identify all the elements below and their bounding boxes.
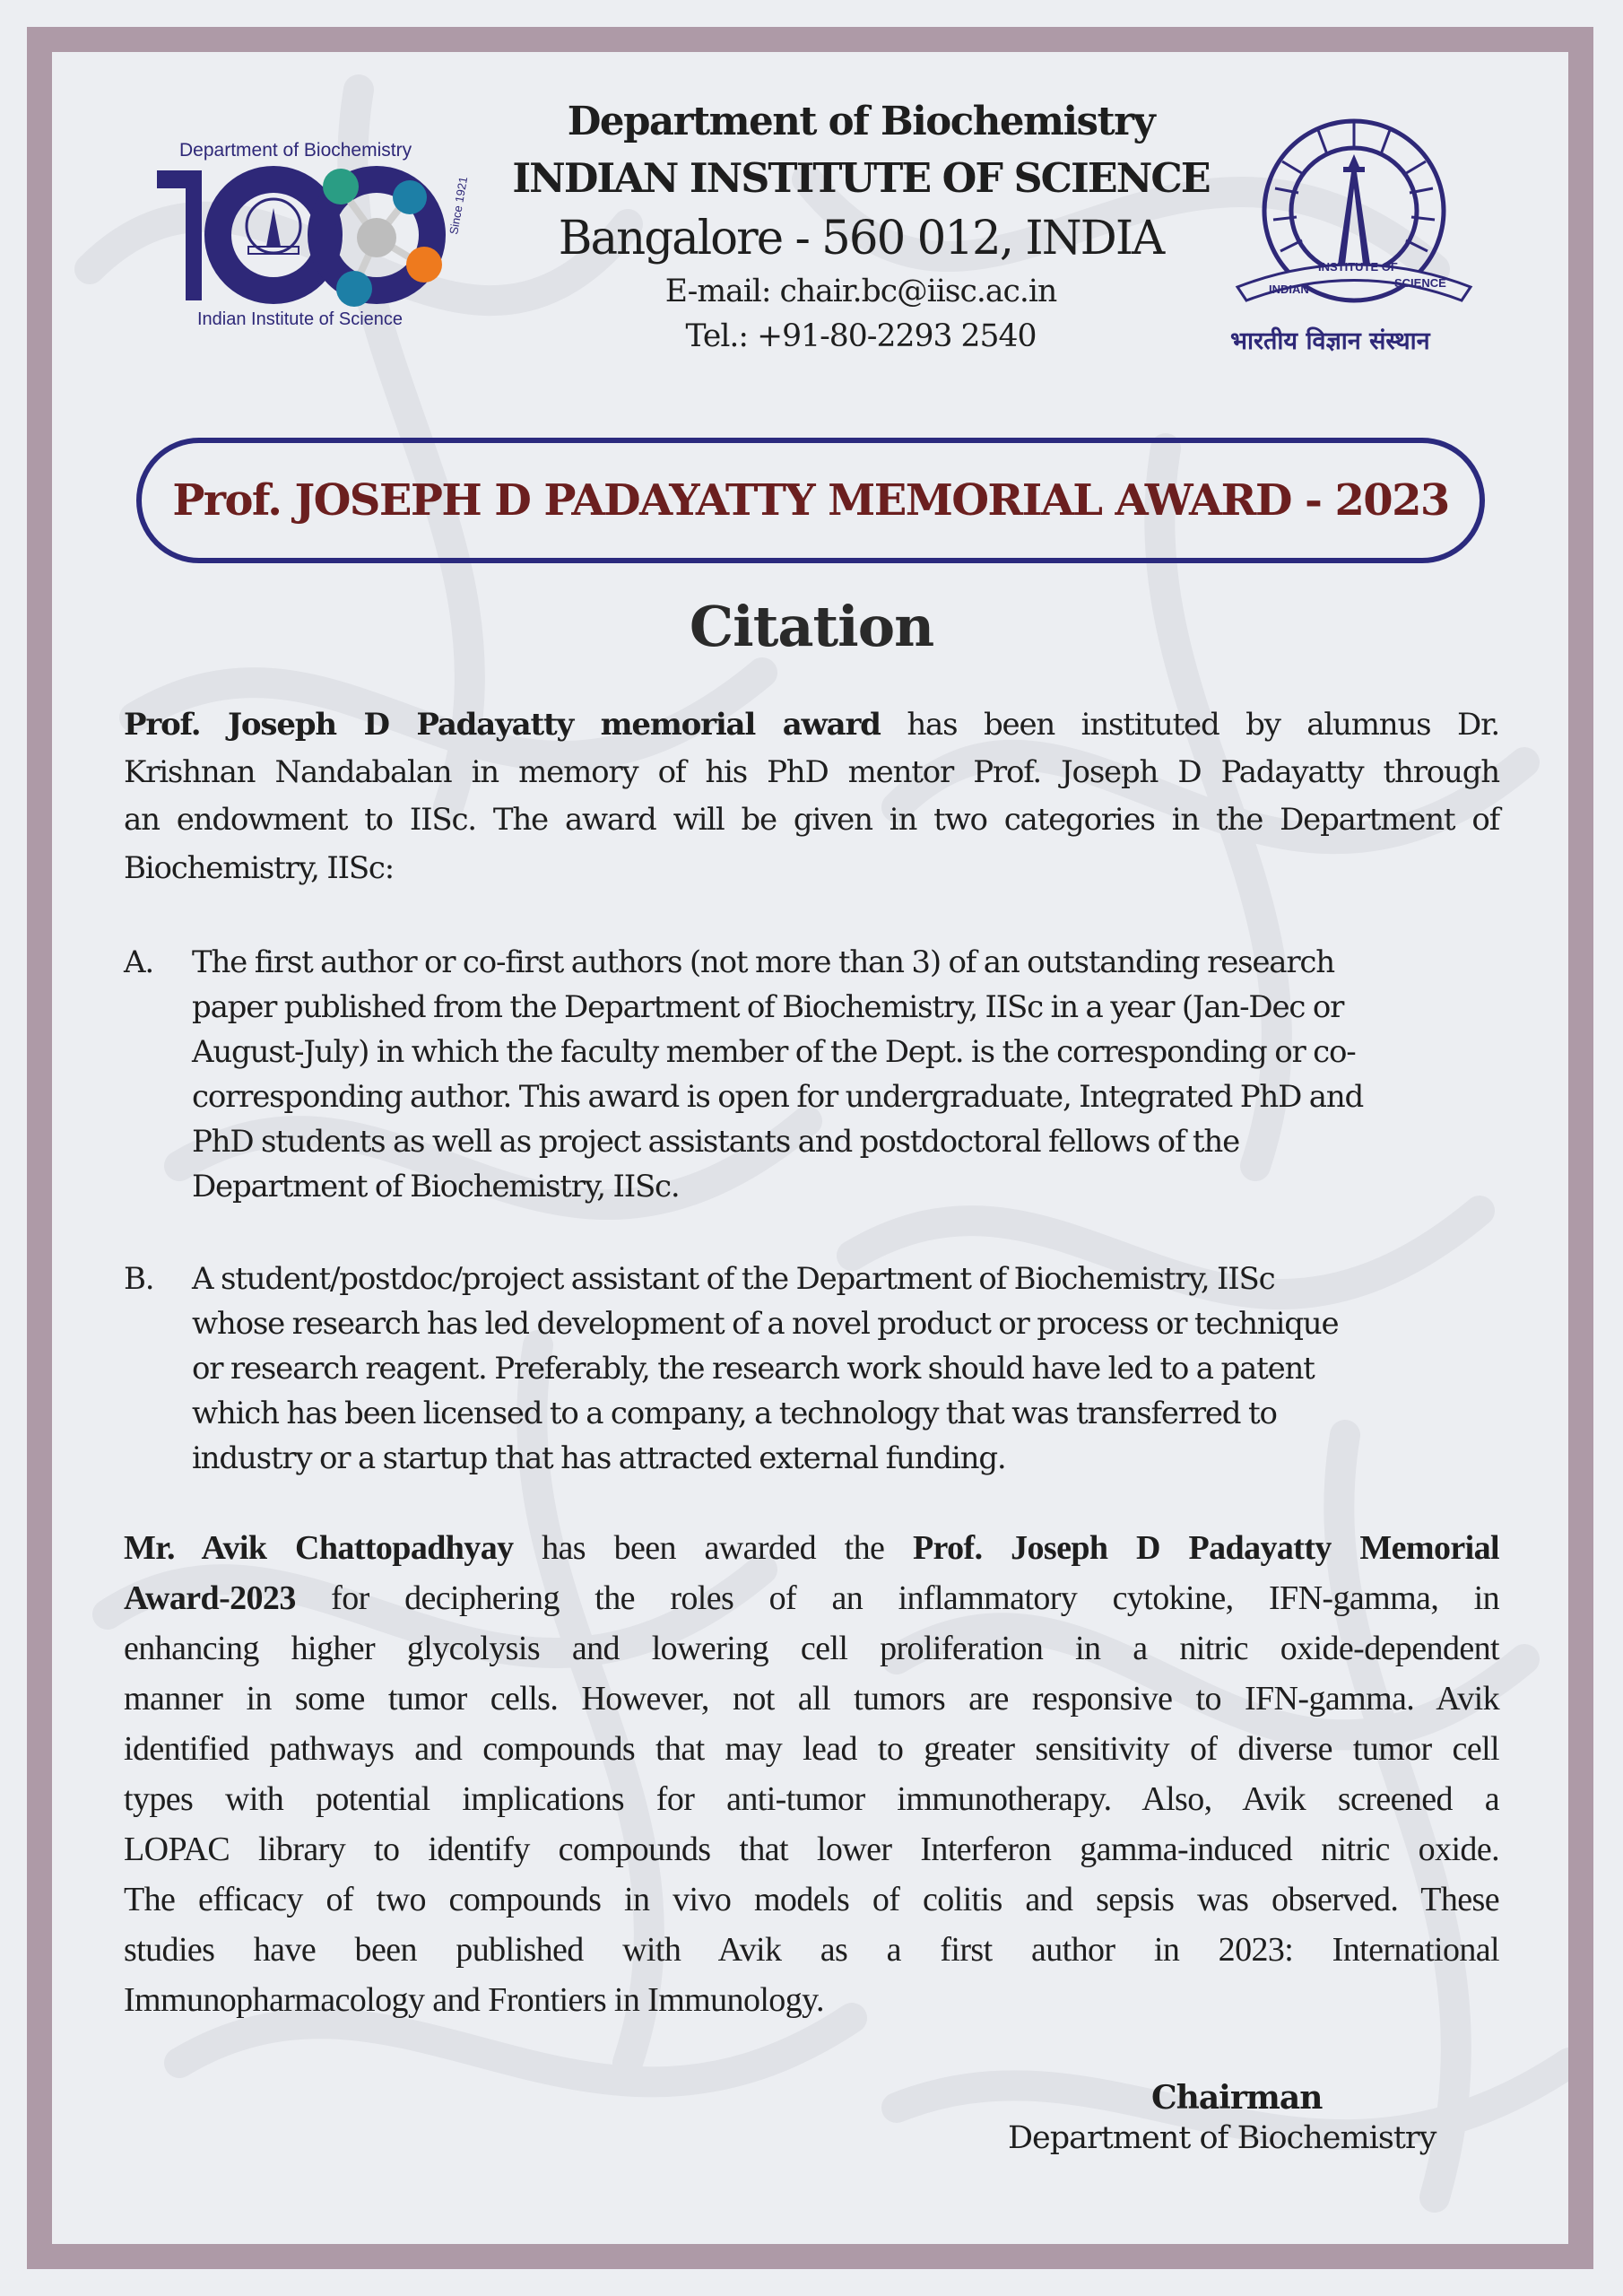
- intro-line-4: Biochemistry, IISc:: [124, 850, 395, 886]
- category-b-line: industry or a startup that has attracted external funding.: [192, 1440, 1006, 1476]
- centenary-100-logo-icon: [148, 161, 489, 309]
- awardee-line-2-text: for deciphering the roles of an inflammatory cytokine, IFN-gamma, in: [331, 1579, 1499, 1617]
- intro-line-3: an endowment to IISc. The award will be given in two categories in the Department of: [124, 802, 1499, 838]
- category-b-line: which has been licensed to a company, a technology that was transferred to: [192, 1396, 1277, 1431]
- award-title: Prof. JOSEPH D PADAYATTY MEMORIAL AWARD - 2023: [172, 475, 1449, 526]
- header-department: Department of Biochemistry: [567, 99, 1155, 144]
- category-a-line: corresponding author. This award is open for undergraduate, Integrated PhD and: [192, 1079, 1364, 1115]
- category-a-line: paper published from the Department of Biochemistry, IISc in a year (Jan-Dec or: [192, 989, 1344, 1025]
- awardee-line: identified pathways and compounds that may lead to greater sensitivity of diverse tumor cell: [124, 1730, 1499, 1768]
- category-b-line: A student/postdoc/project assistant of the Department of Biochemistry, IISc: [192, 1261, 1275, 1297]
- awardee-line: types with potential implications for anti-tumor immunotherapy. Also, Avik screened a: [124, 1780, 1499, 1818]
- intro-bold-lead: Prof. Joseph D Padayatty memorial award: [124, 707, 881, 743]
- awardee-line: Immunopharmacology and Frontiers in Immunology.: [124, 1981, 824, 2019]
- category-a-marker: A.: [124, 944, 153, 980]
- iisc-emblem-icon: [1219, 108, 1488, 323]
- category-b-line: or research reagent. Preferably, the research work should have led to a patent: [192, 1351, 1315, 1387]
- awardee-line: studies have been published with Avik as a first author in 2023: International: [124, 1931, 1499, 1969]
- logo-since-text: Since 1921: [447, 175, 471, 236]
- category-b-line: whose research has led development of a novel product or process or technique: [192, 1306, 1339, 1342]
- awardee-award-name: Prof. Joseph D Padayatty Memorial: [912, 1529, 1499, 1567]
- header-tel: Tel.: +91-80-2293 2540: [685, 318, 1037, 354]
- category-a-line: Department of Biochemistry, IISc.: [192, 1169, 680, 1205]
- emblem-hindi-text: भारतीय विज्ञान संस्थान: [1230, 327, 1430, 355]
- emblem-banner-right: SCIENCE: [1394, 276, 1446, 290]
- signature-department: Department of Biochemistry: [1008, 2120, 1436, 2156]
- award-title-box: [136, 438, 1485, 563]
- awardee-line: manner in some tumor cells. However, not all tumors are responsive to IFN-gamma. Avik: [124, 1680, 1499, 1718]
- awardee-name: Mr. Avik Chattopadhyay: [124, 1529, 514, 1567]
- awardee-line-1: [124, 1530, 1499, 1566]
- header-institute: INDIAN INSTITUTE OF SCIENCE: [512, 154, 1210, 202]
- awardee-line: LOPAC library to identify compounds that lower Interferon gamma-induced nitric oxide.: [124, 1831, 1499, 1868]
- awardee-line-1-text: has been awarded the: [542, 1529, 885, 1567]
- citation-heading: Citation: [689, 594, 934, 659]
- intro-line-2: Krishnan Nandabalan in memory of his PhD mentor Prof. Joseph D Padayatty through: [124, 754, 1499, 790]
- header-address: Bangalore - 560 012, INDIA: [558, 212, 1164, 265]
- header-email: E-mail: chair.bc@iisc.ac.in: [664, 274, 1057, 309]
- category-a-line: The first author or co-first authors (not more than 3) of an outstanding research: [192, 944, 1334, 980]
- intro-line-1-text: has been instituted by alumnus Dr.: [907, 707, 1500, 743]
- dept-centenary-logo: [148, 135, 489, 336]
- emblem-banner-left: INDIAN: [1269, 283, 1309, 296]
- emblem-banner-mid: INSTITUTE OF: [1318, 260, 1398, 274]
- awardee-award-year: Award-2023: [124, 1579, 296, 1617]
- intro-line-1: [124, 707, 1499, 743]
- signature-title: Chairman: [1151, 2079, 1323, 2117]
- awardee-line: The efficacy of two compounds in vivo models of colitis and sepsis was observed. These: [124, 1881, 1499, 1918]
- awardee-line: enhancing higher glycolysis and lowering cell proliferation in a nitric oxide-dependent: [124, 1630, 1499, 1667]
- category-b-marker: B.: [124, 1261, 154, 1297]
- logo-institute-text: Indian Institute of Science: [197, 309, 404, 329]
- category-a-line: August-July) in which the faculty member of the Dept. is the corresponding or co-: [192, 1034, 1356, 1070]
- iisc-emblem-logo: [1219, 108, 1488, 359]
- category-a-line: PhD students as well as project assistants and postdoctoral fellows of the: [192, 1124, 1240, 1160]
- awardee-line-2: [124, 1580, 1499, 1616]
- logo-dept-text: Department of Biochemistry: [179, 140, 412, 161]
